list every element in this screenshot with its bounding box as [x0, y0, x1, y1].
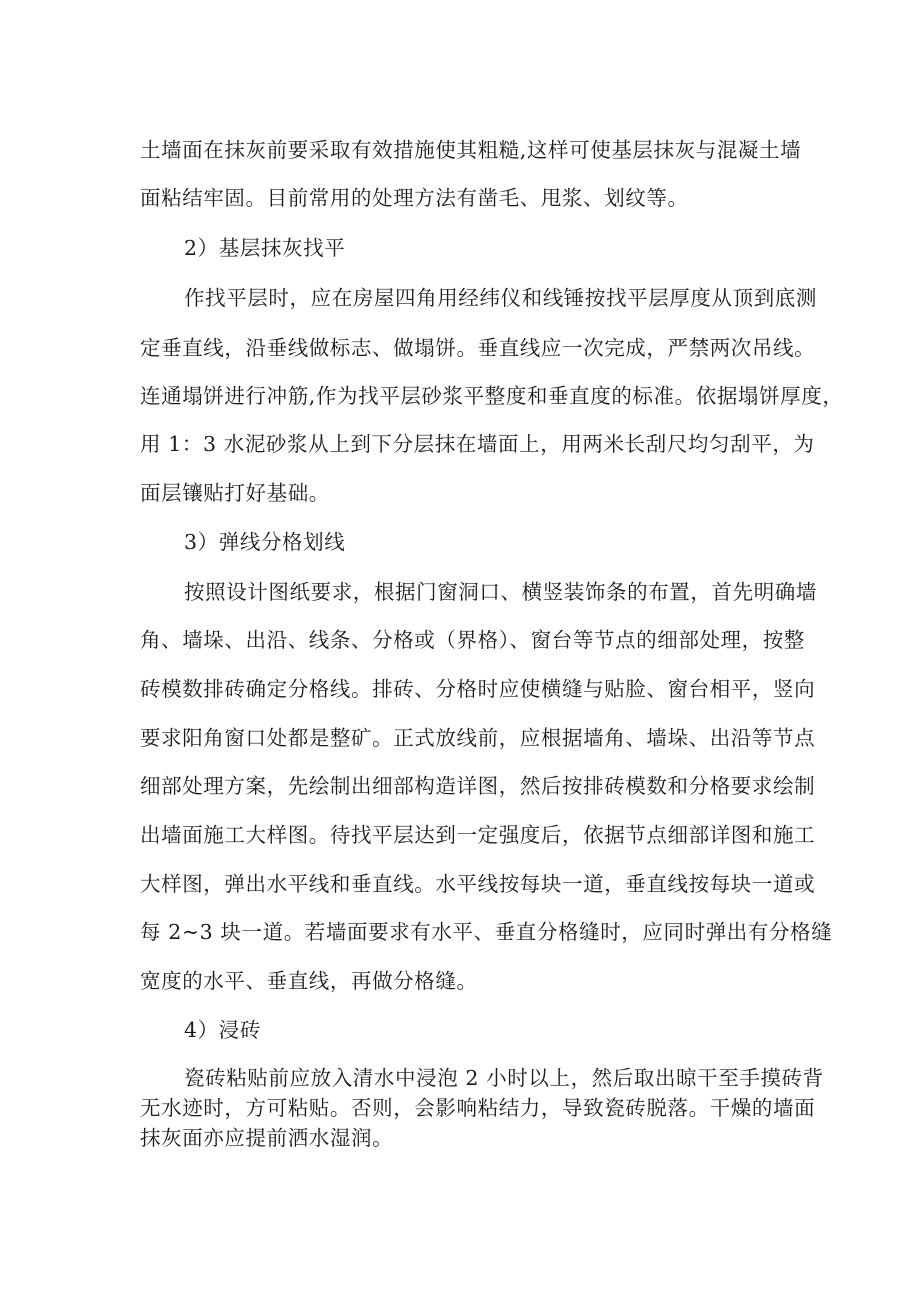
- paragraph-line: 按照设计图纸要求，根据门窗洞口、横竖装饰条的布置，首先明确墙: [184, 580, 817, 604]
- paragraph-line: 抹灰面亦应提前洒水湿润。: [140, 1126, 394, 1150]
- paragraph-line: 面粘结牢固。目前常用的处理方法有凿毛、甩浆、划纹等。: [140, 186, 689, 210]
- section-heading: 2）基层抹灰找平: [184, 236, 346, 260]
- paragraph-line: 作找平层时，应在房屋四角用经纬仪和线锤按找平层厚度从顶到底测: [184, 286, 817, 310]
- paragraph-line: 无水迹时，方可粘贴。否则，会影响粘结力，导致瓷砖脱落。干燥的墙面: [140, 1096, 816, 1120]
- paragraph-line: 砖模数排砖确定分格线。排砖、分格时应使横缝与贴脸、窗台相平，竖向: [140, 677, 816, 701]
- paragraph-line: 细部处理方案，先绘制出细部构造详图，然后按排砖模数和分格要求绘制: [140, 774, 816, 798]
- paragraph-line: 面层镶贴打好基础。: [140, 481, 330, 505]
- paragraph-line: 瓷砖粘贴前应放入清水中浸泡 2 小时以上，然后取出晾干至手摸砖背: [184, 1066, 824, 1090]
- paragraph-line: 每 2~3 块一道。若墙面要求有水平、垂直分格缝时，应同时弹出有分格缝: [140, 920, 833, 944]
- paragraph-line: 出墙面施工大样图。待找平层达到一定强度后，依据节点细部详图和施工: [140, 823, 816, 847]
- paragraph-line: 大样图，弹出水平线和垂直线。水平线按每块一道，垂直线按每块一道或: [140, 872, 816, 896]
- paragraph-line: 要求阳角窗口处都是整矿。正式放线前，应根据墙角、墙垛、出沿等节点: [140, 726, 816, 750]
- section-heading: 4）浸砖: [184, 1018, 261, 1042]
- paragraph-line: 土墙面在抹灰前要采取有效措施使其粗糙,这样可使基层抹灰与混凝土墙: [140, 138, 802, 162]
- paragraph-line: 连通塌饼进行冲筋,作为找平层砂浆平整度和垂直度的标准。依据塌饼厚度，: [140, 384, 844, 408]
- paragraph-line: 角、墙垛、出沿、线条、分格或（界格）、窗台等节点的细部处理，按整: [140, 628, 805, 652]
- section-heading: 3）弹线分格划线: [184, 530, 346, 554]
- paragraph-line: 用 1：3 水泥砂浆从上到下分层抹在墙面上，用两米长刮尺均匀刮平，为: [140, 432, 815, 456]
- paragraph-line: 定垂直线，沿垂线做标志、做塌饼。垂直线应一次完成，严禁两次吊线。: [140, 336, 816, 360]
- paragraph-line: 宽度的水平、垂直线，再做分格缝。: [140, 969, 478, 993]
